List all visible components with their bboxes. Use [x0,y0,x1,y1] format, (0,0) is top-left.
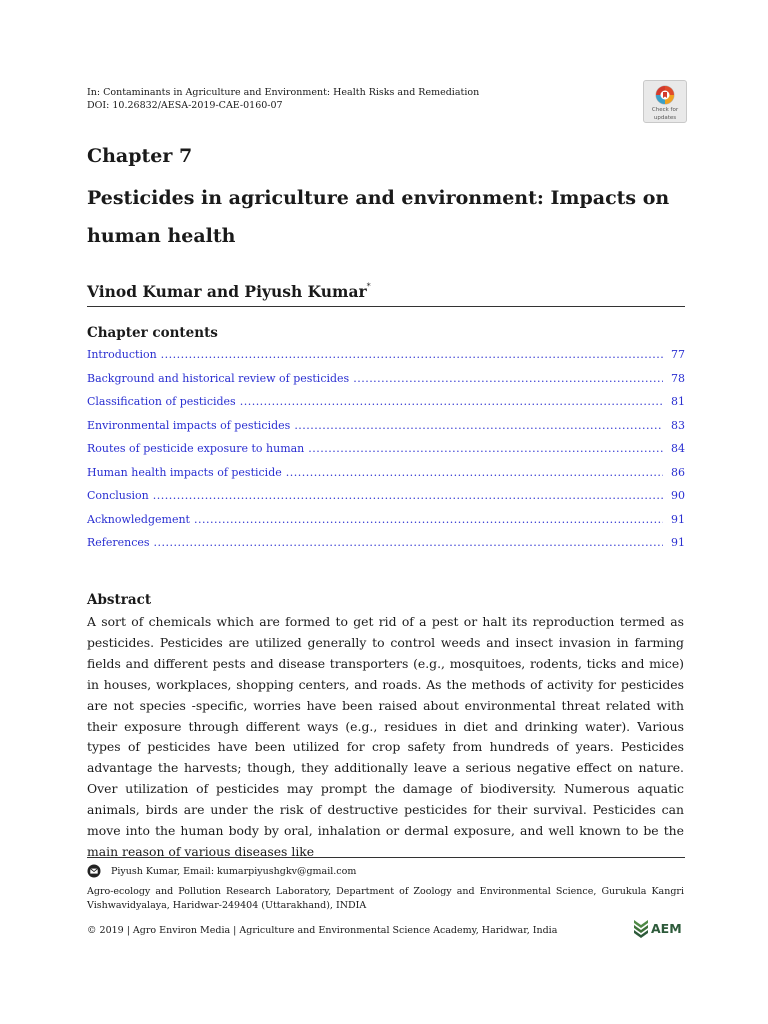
toc-leader [153,489,663,502]
toc-item-title: Routes of pesticide exposure to human [87,442,305,455]
toc-item-page: 86 [671,465,685,479]
toc-item-page: 78 [671,371,685,385]
footer-divider [87,857,685,858]
toc-leader [286,466,663,479]
toc-item-title: Classification of pesticides [87,395,236,408]
toc-leader [240,395,663,408]
toc-item[interactable] [87,372,685,396]
author-names: Vinod Kumar and Piyush Kumar [87,282,367,301]
chevron-stack-icon [633,918,649,938]
correspondence [87,864,356,878]
document-page [87,0,685,1024]
toc-item-page: 91 [671,512,685,526]
badge-label-line2: updates [653,115,677,121]
toc-leader [194,513,663,526]
affiliation: Agro-ecology and Pollution Research Laboratory, Department of Zoology and Environmental Science, Gurukula Kangri Vishwavidyalaya, Haridwar-249404 (Uttarakhand), INDIA [87,886,684,911]
abstract-text: A sort of chemicals which are formed to get rid of a pest or halt its reproduction termed as pesticides. Pesticides are utilized generally to control weeds and insect invasion in farming fields and different pests and disease transporters (e.g., mosquitoes, rodents, ticks and mice) in houses, workplaces, shopping centers, and roads. As the methods of activity for pesticides are not species -specific, worries have been raised about environmental threat related with their exposure through different ways (e.g., residues in diet and drinking water). Various types of pesticides have been utilized for crop safety from hundreds of years. Pesticides advantage the harvests; though, they additionally leave a serious negative effect on nature. Over utilization of pesticides may prompt the damage of biodiversity. Numerous aquatic animals, birds are under the risk of destructive pesticides for their survival. Pesticides can move into the human body by oral, inhalation or dermal exposure, and well known to be the main reason of various diseases like [87,614,684,859]
crossmark-icon [655,85,675,105]
toc-item[interactable] [87,536,685,560]
copyright: © 2019 | Agro Environ Media | Agriculture and Environmental Science Academy, Haridwar, India [87,925,558,936]
table-of-contents [87,348,685,560]
toc-item[interactable] [87,513,685,537]
toc-leader [308,442,663,455]
toc-item-title: Acknowledgement [87,512,190,526]
toc-item-page: 83 [671,418,685,432]
toc-item[interactable] [87,419,685,443]
toc-item-page: 81 [671,395,685,408]
correspondence-text[interactable]: Piyush Kumar, Email: kumarpiyushgkv@gmail.com [111,865,357,877]
toc-item[interactable] [87,348,685,372]
abstract-heading: Abstract [87,592,152,608]
aem-logo-text: AEM [651,920,682,936]
toc-item-title: Background and historical review of pesticides [87,371,350,385]
badge-label-line1: Check for [651,107,679,113]
corresponding-author-mark: * [366,282,371,291]
toc-item-title: Conclusion [87,489,149,502]
toc-item-page: 91 [671,536,685,549]
book-source: In: Contaminants in Agriculture and Environment: Health Risks and Remediation [87,87,480,98]
contents-heading: Chapter contents [87,325,218,341]
aem-logo [633,918,682,938]
toc-item-title: Introduction [87,348,157,361]
toc-item-title: Environmental impacts of pesticides [87,418,291,432]
toc-item[interactable] [87,442,685,466]
toc-item[interactable] [87,466,685,490]
title-divider [87,306,685,307]
envelope-icon [87,864,101,878]
toc-item[interactable] [87,489,685,513]
chapter-number: Chapter 7 [87,145,193,167]
toc-leader [154,536,663,549]
toc-item-title: References [87,536,150,549]
chapter-title: Pesticides in agriculture and environment: Impacts on human health [87,187,670,247]
check-for-updates-badge[interactable] [643,80,687,123]
doi[interactable]: DOI: 10.26832/AESA-2019-CAE-0160-07 [87,100,283,111]
toc-item-page: 90 [671,489,685,502]
toc-leader [353,372,663,385]
toc-item-page: 84 [671,442,685,455]
authors [87,282,371,301]
toc-item-page: 77 [671,348,685,361]
toc-leader [294,419,663,432]
toc-item[interactable] [87,395,685,419]
toc-leader [161,348,663,361]
toc-item-title: Human health impacts of pesticide [87,465,282,479]
